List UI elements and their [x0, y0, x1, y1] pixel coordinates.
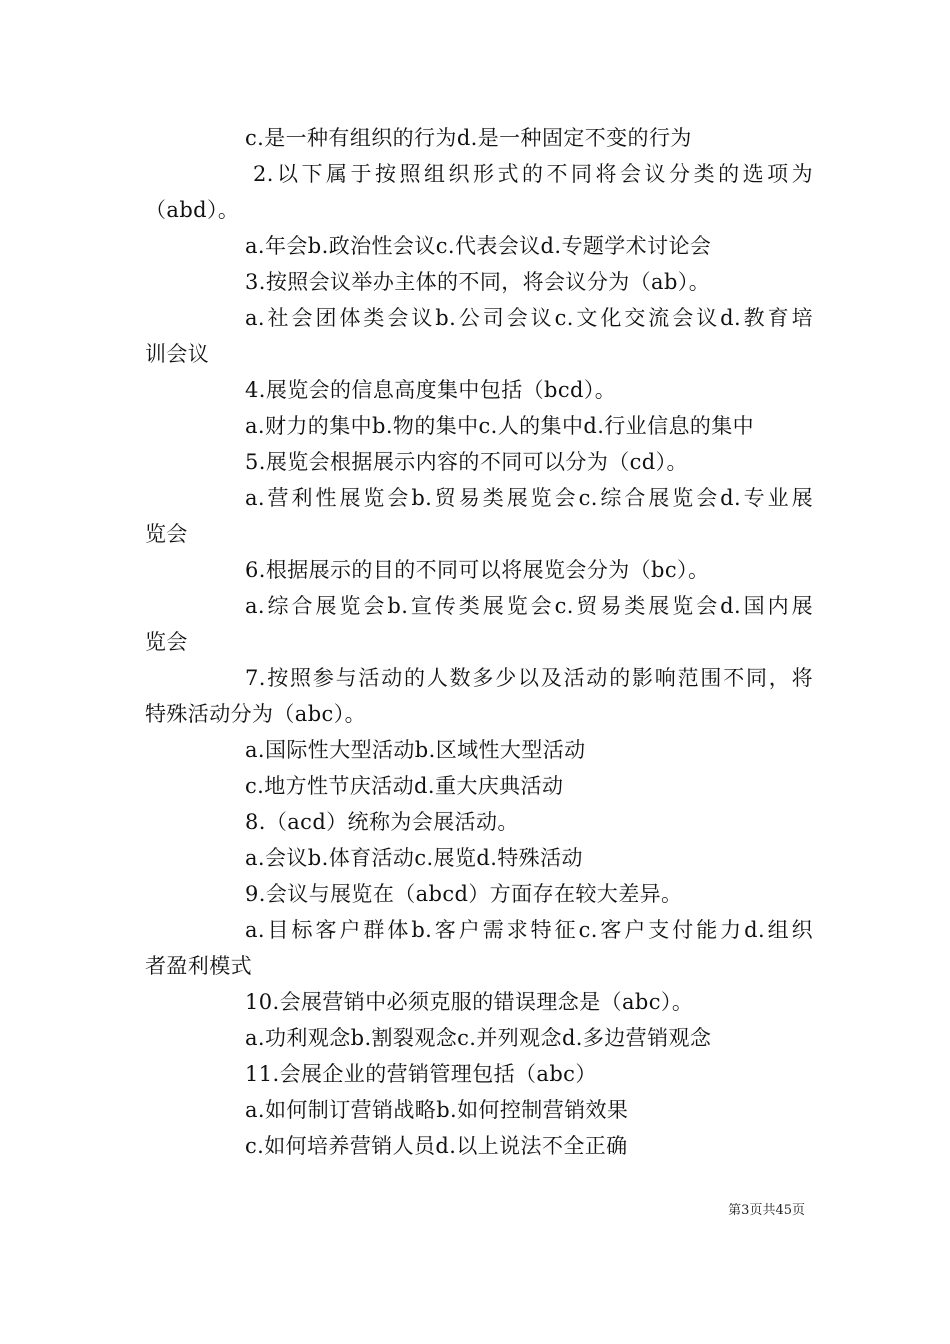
options-7b: c.地方性节庆活动d.重大庆典活动 — [245, 774, 564, 798]
options-8: a.会议b.体育活动c.展览d.特殊活动 — [245, 846, 583, 870]
text-line: （abd）。 — [145, 198, 240, 222]
options-10: a.功利观念b.割裂观念c.并列观念d.多边营销观念 — [245, 1026, 712, 1050]
options-6: a.综合展览会b.宣传类展览会c.贸易类展览会d.国内展 — [245, 594, 813, 618]
question-3: 3.按照会议举办主体的不同，将会议分为（ab）。 — [245, 270, 711, 294]
options-11b: c.如何培养营销人员d.以上说法不全正确 — [245, 1134, 628, 1158]
question-6: 6.根据展示的目的不同可以将展览会分为（bc）。 — [245, 558, 710, 582]
text-line: 训会议 — [145, 342, 210, 366]
question-5: 5.展览会根据展示内容的不同可以分为（cd）。 — [245, 450, 688, 474]
text-line: c.是一种有组织的行为d.是一种固定不变的行为 — [245, 126, 692, 150]
options-3: a.社会团体类会议b.公司会议c.文化交流会议d.教育培 — [245, 306, 813, 330]
question-8: 8.（acd）统称为会展活动。 — [245, 810, 519, 834]
options-9: a.目标客户群体b.客户需求特征c.客户支付能力d.组织 — [245, 918, 813, 942]
options-5: a.营利性展览会b.贸易类展览会c.综合展览会d.专业展 — [245, 486, 813, 510]
page-number: 第3页共45页 — [728, 1203, 805, 1218]
options-7a: a.国际性大型活动b.区域性大型活动 — [245, 738, 586, 762]
question-11: 11.会展企业的营销管理包括（abc） — [245, 1062, 597, 1086]
text-line: 览会 — [145, 522, 188, 546]
options-11a: a.如何制订营销战略b.如何控制营销效果 — [245, 1098, 629, 1122]
question-7: 7.按照参与活动的人数多少以及活动的影响范围不同，将 — [245, 666, 813, 690]
text-line: 览会 — [145, 630, 188, 654]
options-2: a.年会b.政治性会议c.代表会议d.专题学术讨论会 — [245, 234, 712, 258]
question-4: 4.展览会的信息高度集中包括（bcd）。 — [245, 378, 617, 402]
question-2: 2.以下属于按照组织形式的不同将会议分类的选项为 — [253, 162, 813, 186]
text-line: 者盈利模式 — [145, 954, 252, 978]
question-10: 10.会展营销中必须克服的错误理念是（abc）。 — [245, 990, 694, 1014]
text-line: 特殊活动分为（abc）。 — [145, 702, 367, 726]
options-4: a.财力的集中b.物的集中c.人的集中d.行业信息的集中 — [245, 414, 755, 438]
question-9: 9.会议与展览在（abcd）方面存在较大差异。 — [245, 882, 683, 906]
page-body — [145, 120, 813, 1164]
